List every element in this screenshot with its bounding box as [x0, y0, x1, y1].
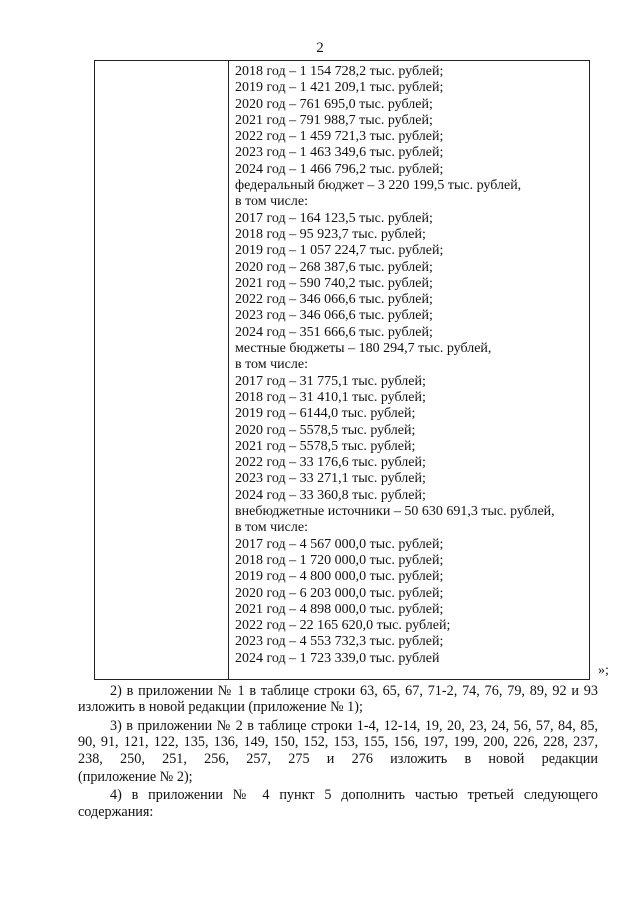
financing-line: 2020 год – 268 387,6 тыс. рублей;: [235, 259, 433, 275]
table-cell-empty: [95, 61, 229, 680]
financing-line: 2020 год – 761 695,0 тыс. рублей;: [235, 96, 433, 112]
financing-line: 2024 год – 1 723 339,0 тыс. рублей: [235, 650, 440, 666]
financing-line: 2023 год – 33 271,1 тыс. рублей;: [235, 471, 426, 487]
financing-line: 2021 год – 590 740,2 тыс. рублей;: [235, 275, 433, 291]
financing-lines: [235, 64, 589, 667]
financing-line: в том числе:: [235, 194, 308, 210]
financing-line: 2021 год – 5578,5 тыс. рублей;: [235, 438, 416, 454]
financing-line: 2023 год – 1 463 349,6 тыс. рублей;: [235, 145, 444, 161]
financing-line: 2017 год – 4 567 000,0 тыс. рублей;: [235, 536, 444, 552]
paragraph-3: 3) в приложении № 2 в таблице строки 1-4, 12-14, 19, 20, 23, 24, 56, 57, 84, 85, 90, 91, 121, 122, 135, 136, 149, 150, 152, 153, 155, 156, 197, 199, 200, 226, 228, 237, 238, 250, 251, 256, 257, 275 и 276 изложить в новой редакции: [78, 717, 598, 767]
financing-line: 2019 год – 6144,0 тыс. рублей;: [235, 406, 416, 422]
financing-line: 2022 год – 1 459 721,3 тыс. рублей;: [235, 129, 444, 145]
financing-line: 2018 год – 1 154 728,2 тыс. рублей;: [235, 64, 444, 79]
page-number: 2: [316, 40, 324, 56]
financing-line: в том числе:: [235, 357, 308, 373]
financing-line: 2019 год – 4 800 000,0 тыс. рублей;: [235, 569, 444, 585]
amendment-paragraphs: [78, 683, 598, 822]
financing-line: 2019 год – 1 421 209,1 тыс. рублей;: [235, 80, 444, 96]
financing-line: 2020 год – 6 203 000,0 тыс. рублей;: [235, 585, 444, 601]
financing-line: 2019 год – 1 057 224,7 тыс. рублей;: [235, 243, 444, 259]
financing-line: 2024 год – 1 466 796,2 тыс. рублей;: [235, 161, 444, 177]
financing-line: 2024 год – 351 666,6 тыс. рублей;: [235, 324, 433, 340]
financing-line: внебюджетные источники – 50 630 691,3 тыс. рублей,: [235, 504, 555, 520]
table-row: [95, 61, 590, 680]
table-cell-financing: [229, 61, 590, 680]
financing-line: 2018 год – 95 923,7 тыс. рублей;: [235, 226, 426, 242]
financing-line: 2017 год – 31 775,1 тыс. рублей;: [235, 373, 426, 389]
financing-line: 2024 год – 33 360,8 тыс. рублей;: [235, 487, 426, 503]
financing-line: 2022 год – 346 066,6 тыс. рублей;: [235, 292, 433, 308]
paragraph-2: 2) в приложении № 1 в таблице строки 63, 65, 67, 71-2, 74, 76, 79, 89, 92 и 93 изложить в новой редакции (приложение № 1);: [78, 683, 598, 716]
financing-table: [94, 60, 590, 680]
financing-line: 2021 год – 791 988,7 тыс. рублей;: [235, 112, 433, 128]
financing-line: 2018 год – 1 720 000,0 тыс. рублей;: [235, 552, 444, 568]
financing-line: 2018 год – 31 410,1 тыс. рублей;: [235, 389, 426, 405]
closing-quote: »;: [598, 663, 609, 678]
financing-line: 2023 год – 346 066,6 тыс. рублей;: [235, 308, 433, 324]
financing-line: 2017 год – 164 123,5 тыс. рублей;: [235, 210, 433, 226]
financing-line: федеральный бюджет – 3 220 199,5 тыс. рублей,: [235, 178, 522, 194]
financing-line: 2020 год – 5578,5 тыс. рублей;: [235, 422, 416, 438]
financing-line: 2022 год – 33 176,6 тыс. рублей;: [235, 455, 426, 471]
financing-line: 2023 год – 4 553 732,3 тыс. рублей;: [235, 634, 444, 650]
financing-line: местные бюджеты – 180 294,7 тыс. рублей,: [235, 341, 492, 357]
financing-line: в том числе:: [235, 520, 308, 536]
paragraph-3-tail: (приложение № 2);: [78, 769, 193, 786]
paragraph-4: 4) в приложении № 4 пункт 5 дополнить частью третьей следующего содержания:: [78, 787, 598, 820]
financing-line: 2022 год – 22 165 620,0 тыс. рублей;: [235, 618, 451, 634]
financing-line: 2021 год – 4 898 000,0 тыс. рублей;: [235, 601, 444, 617]
